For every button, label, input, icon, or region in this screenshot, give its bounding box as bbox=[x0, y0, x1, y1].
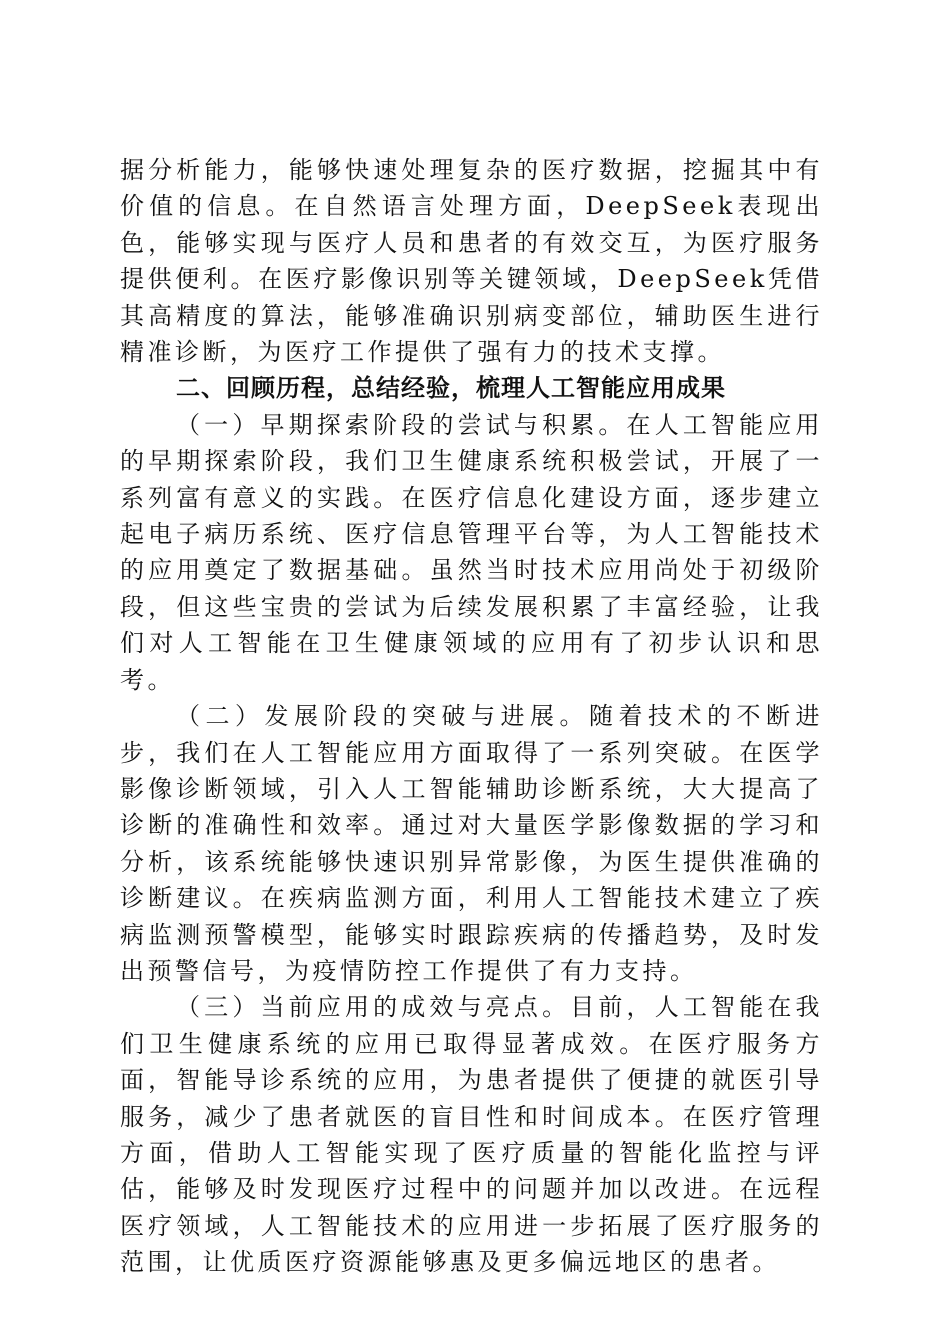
document-body bbox=[120, 152, 823, 1281]
paragraph-deepseek-capabilities: 据分析能力，能够快速处理复杂的医疗数据，挖掘其中有价值的信息。在自然语言处理方面，DeepSeek表现出色，能够实现与医疗人员和患者的有效交互，为医疗服务提供便利。在医疗影像识别等关键领域，DeepSeek凭借其高精度的算法，能够准确识别病变部位，辅助医生进行精准诊断，为医疗工作提供了强有力的技术支撑。 bbox=[120, 156, 823, 367]
subsection-title-early: （一）早期探索阶段的尝试与积累。 bbox=[176, 410, 627, 439]
subsection-title-current: （三）当前应用的成效与亮点。 bbox=[176, 993, 571, 1022]
paragraph-early-exploration bbox=[120, 407, 823, 698]
subsection-body-early: 在人工智能应用的早期探索阶段，我们卫生健康系统积极尝试，开展了一系列富有意义的实践。在医疗信息化建设方面，逐步建立起电子病历系统、医疗信息管理平台等，为人工智能技术的应用奠定了数据基础。虽然当时技术应用尚处于初级阶段，但这些宝贵的尝试为后续发展积累了丰富经验，让我们对人工智能在卫生健康领域的应用有了初步认识和思考。 bbox=[120, 410, 824, 694]
paragraph-development-stage bbox=[120, 698, 823, 989]
paragraph-current-results bbox=[120, 989, 823, 1280]
subsection-body-current: 目前，人工智能在我们卫生健康系统的应用已取得显著成效。在医疗服务方面，智能导诊系统的应用，为患者提供了便捷的就医引导服务，减少了患者就医的盲目性和时间成本。在医疗管理方面，借助人工智能实现了医疗质量的智能化监控与评估，能够及时发现医疗过程中的问题并加以改进。在远程医疗领域，人工智能技术的应用进一步拓展了医疗服务的范围，让优质医疗资源能够惠及更多偏远地区的患者。 bbox=[120, 993, 824, 1277]
subsection-body-development: 随着技术的不断进步，我们在人工智能应用方面取得了一系列突破。在医学影像诊断领域，引入人工智能辅助诊断系统，大大提高了诊断的准确性和效率。通过对大量医学影像数据的学习和分析，该系统能够快速识别异常影像，为医生提供准确的诊断建议。在疾病监测方面，利用人工智能技术建立了疾病监测预警模型，能够实时跟踪疾病的传播趋势，及时发出预警信号，为疫情防控工作提供了有力支持。 bbox=[120, 702, 823, 985]
subsection-title-development: （二）发展阶段的突破与进展。 bbox=[176, 702, 589, 731]
section-heading: 二、回顾历程，总结经验，梳理人工智能应用成果 bbox=[176, 374, 726, 403]
